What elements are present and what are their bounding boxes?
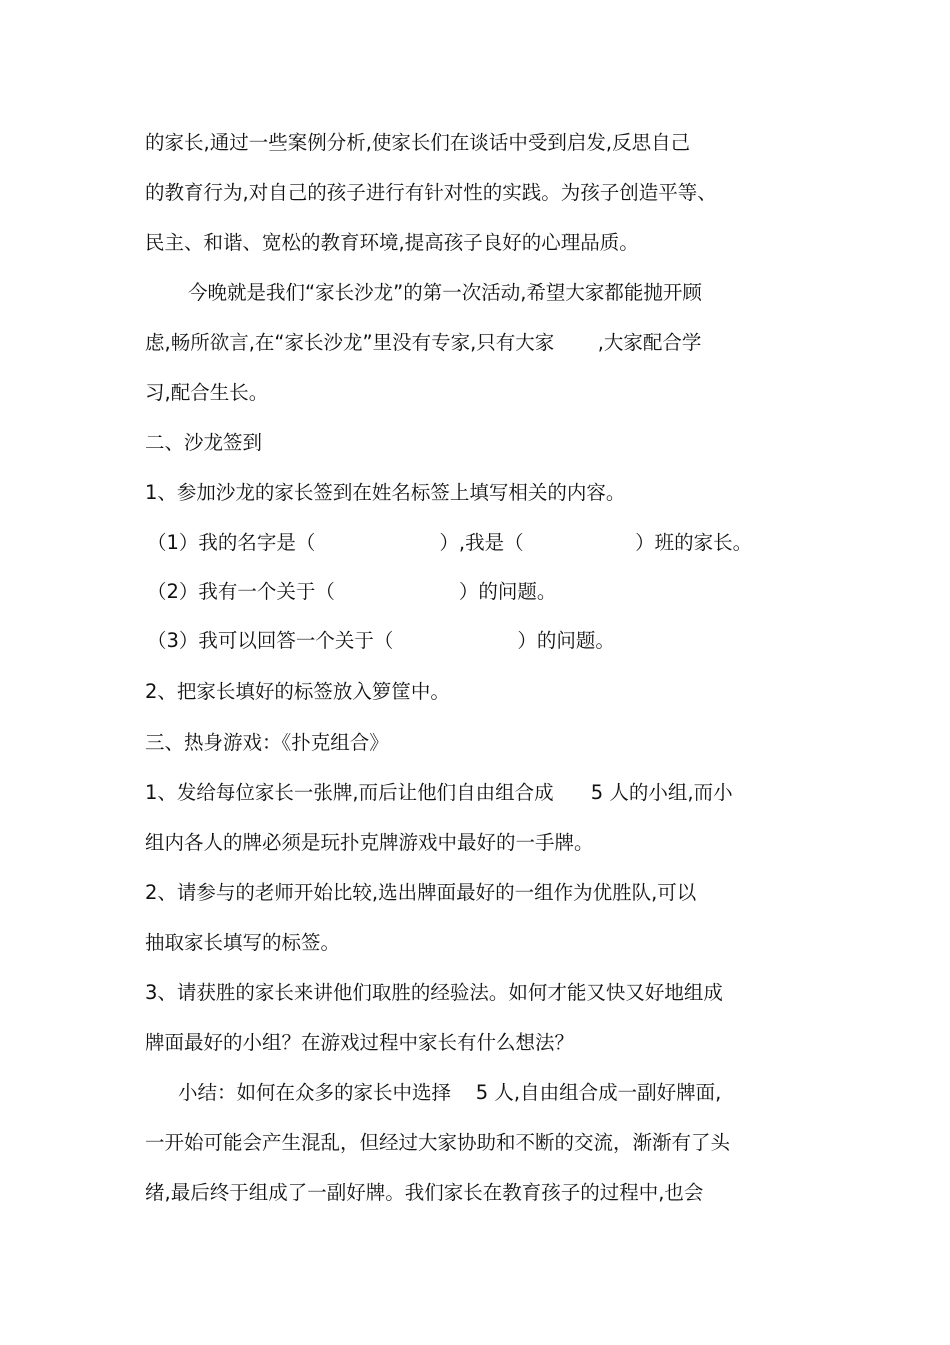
section-heading: 二、沙龙签到 [145,431,263,454]
paragraph-line: 绪,最后终于组成了一副好牌。我们家长在教育孩子的过程中,也会 [145,1181,704,1204]
paragraph-line: 一开始可能会产生混乱，但经过大家协助和不断的交流，渐渐有了头 [145,1131,731,1154]
list-item: 1、参加沙龙的家长签到在姓名标签上填写相关的内容。 [145,481,626,504]
paragraph-line: 的家长,通过一些案例分析,使家长们在谈话中受到启发,反思自己 [145,131,691,154]
paragraph-line: 民主、和谐、宽松的教育环境,提高孩子良好的心理品质。 [145,231,639,254]
paragraph-line: 今晚就是我们“家长沙龙”的第一次活动,希望大家都能抛开顾 [188,281,702,304]
paragraph-line: 组内各人的牌必须是玩扑克牌游戏中最好的一手牌。 [145,831,594,854]
list-item: 1、发给每位家长一张牌,而后让他们自由组合成 5 人的小组,而小 [145,781,733,804]
list-item: （1）我的名字是（ ）,我是（ ）班的家长。 [147,531,753,554]
list-item: （3）我可以回答一个关于（ ）的问题。 [147,629,615,652]
paragraph-line: 抽取家长填写的标签。 [145,931,341,954]
paragraph-line: 习,配合生长。 [145,381,269,404]
paragraph-line: 虑,畅所欲言,在“家长沙龙”里没有专家,只有大家 ,大家配合学 [145,331,702,354]
list-item: 2、把家长填好的标签放入箩筐中。 [145,680,450,703]
paragraph-line: 的教育行为,对自己的孩子进行有针对性的实践。为孩子创造平等、 [145,181,717,204]
section-heading: 三、热身游戏：《扑克组合》 [145,731,389,754]
list-item: （2）我有一个关于（ ）的问题。 [147,580,557,603]
paragraph-line: 牌面最好的小组？在游戏过程中家长有什么想法？ [145,1031,575,1054]
summary-line: 小结：如何在众多的家长中选择 5 人,自由组合成一副好牌面, [178,1081,722,1104]
list-item: 2、请参与的老师开始比较,选出牌面最好的一组作为优胜队,可以 [145,881,697,904]
list-item: 3、请获胜的家长来讲他们取胜的经验法。如何才能又快又好地组成 [145,981,723,1004]
